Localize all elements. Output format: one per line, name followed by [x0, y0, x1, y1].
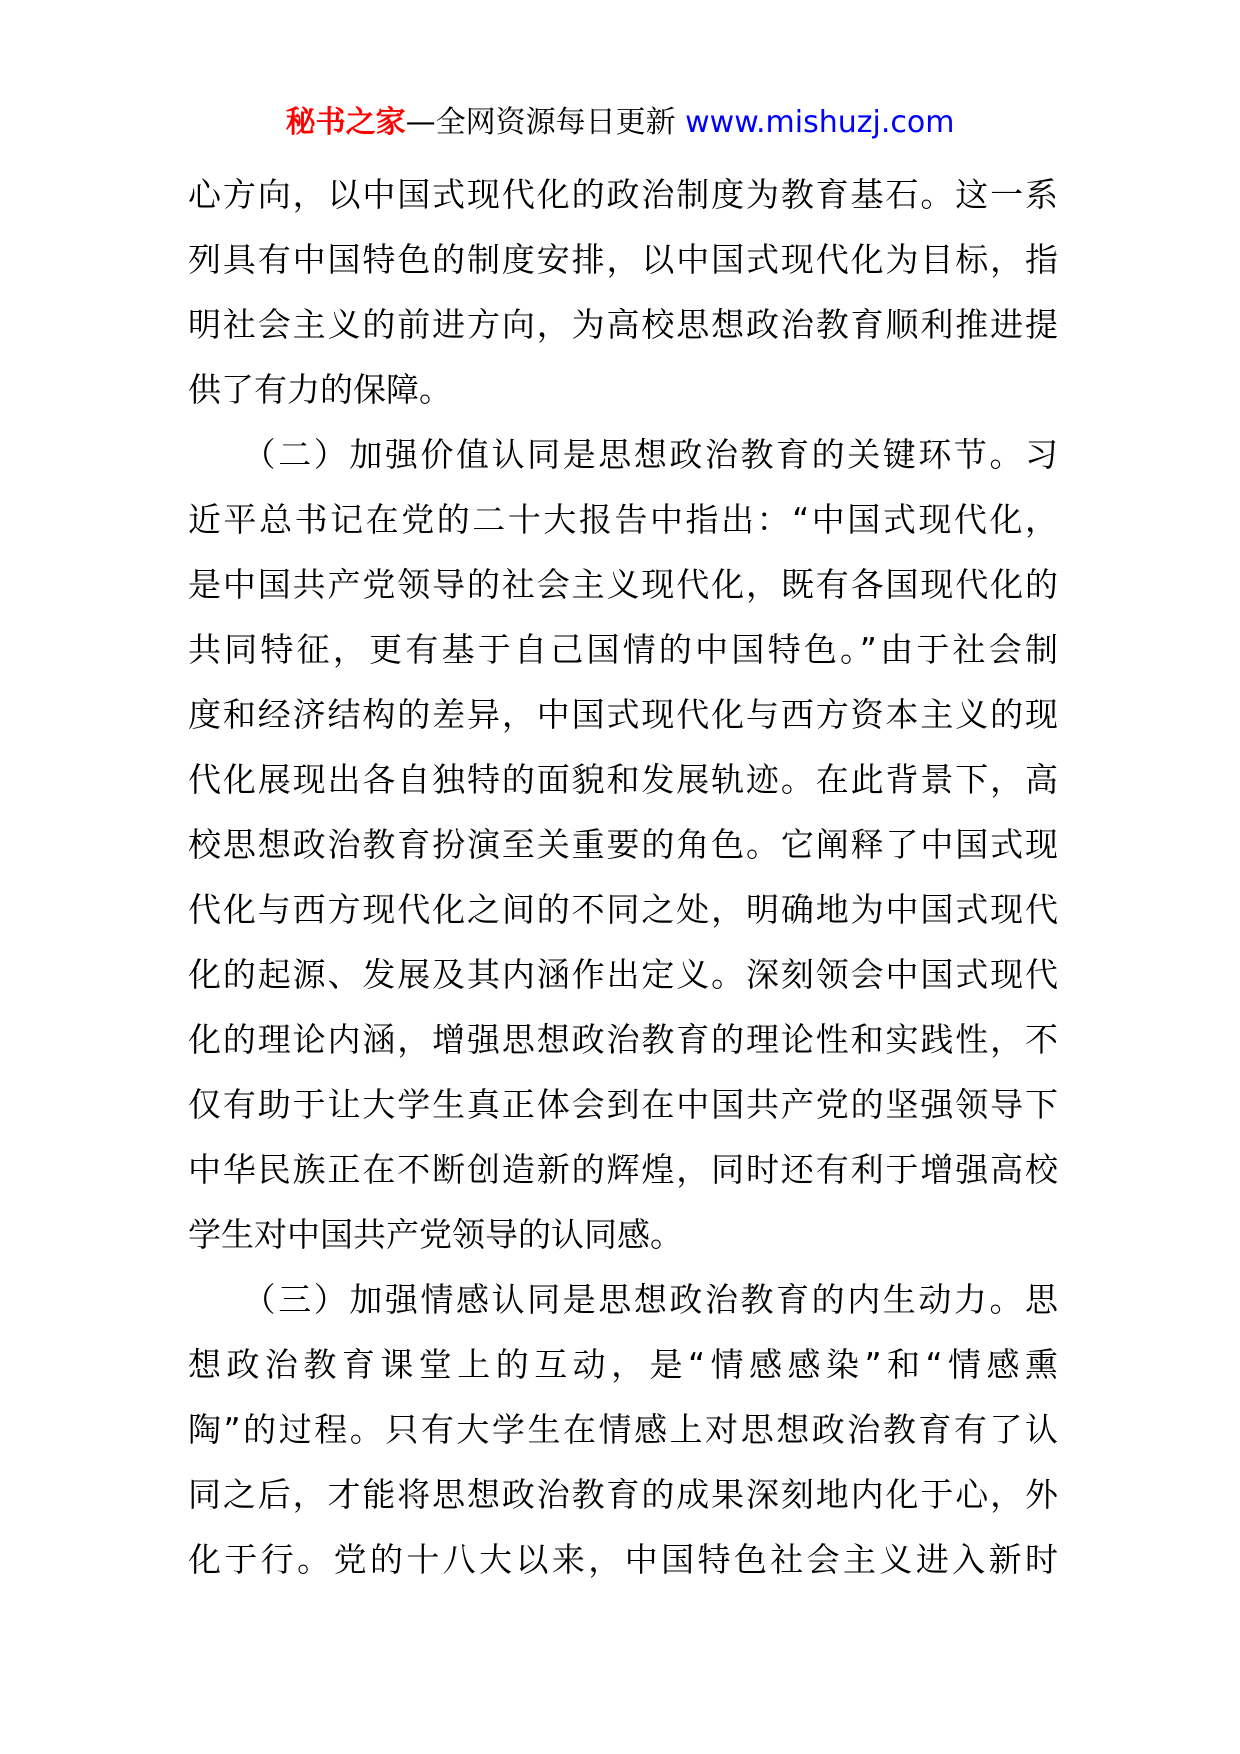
- body-text-line: 想政治教育课堂上的互动，是“情感感染”和“情感熏: [188, 1345, 1058, 1384]
- body-text-line: 供了有力的保障。: [188, 370, 452, 409]
- body-text-line: 代化展现出各自独特的面貌和发展轨迹。在此背景下，高: [188, 760, 1058, 799]
- body-text-line: 化的起源、发展及其内涵作出定义。深刻领会中国式现代: [188, 955, 1058, 994]
- body-text-line: 中华民族正在不断创造新的辉煌，同时还有利于增强高校: [188, 1150, 1058, 1189]
- site-tagline: —全网资源每日更新: [405, 105, 676, 140]
- body-text-line: 陶”的过程。只有大学生在情感上对思想政治教育有了认: [188, 1410, 1058, 1449]
- body-text-line: 度和经济结构的差异，中国式现代化与西方资本主义的现: [188, 695, 1058, 734]
- body-text-line: 心方向，以中国式现代化的政治制度为教育基石。这一系: [188, 175, 1058, 214]
- body-text-line: 仅有助于让大学生真正体会到在中国共产党的坚强领导下: [188, 1085, 1058, 1124]
- document-body: [188, 162, 1058, 1592]
- body-text-line: 同之后，才能将思想政治教育的成果深刻地内化于心，外: [188, 1475, 1058, 1514]
- body-text-line: 代化与西方现代化之间的不同之处，明确地为中国式现代: [188, 890, 1058, 929]
- body-text-line: 明社会主义的前进方向，为高校思想政治教育顺利推进提: [188, 305, 1058, 344]
- body-text-line: 是中国共产党领导的社会主义现代化，既有各国现代化的: [188, 565, 1058, 604]
- body-text-line: 列具有中国特色的制度安排，以中国式现代化为目标，指: [188, 240, 1058, 279]
- site-brand: 秘书之家: [285, 105, 406, 140]
- body-text-line: 校思想政治教育扮演至关重要的角色。它阐释了中国式现: [188, 825, 1058, 864]
- site-header: [0, 100, 1240, 146]
- body-text-line: 学生对中国共产党领导的认同感。: [188, 1215, 683, 1254]
- body-text-line: （二）加强价值认同是思想政治教育的关键环节。习: [188, 435, 1058, 474]
- body-text-line: 化于行。党的十八大以来，中国特色社会主义进入新时: [188, 1540, 1058, 1579]
- body-text-line: （三）加强情感认同是思想政治教育的内生动力。思: [188, 1280, 1058, 1319]
- body-text-line: 化的理论内涵，增强思想政治教育的理论性和实践性，不: [188, 1020, 1058, 1059]
- site-url-link[interactable]: www.mishuzj.com: [685, 105, 955, 140]
- body-text-line: 近平总书记在党的二十大报告中指出：“中国式现代化，: [188, 500, 1058, 539]
- body-text-line: 共同特征，更有基于自己国情的中国特色。”由于社会制: [188, 630, 1058, 669]
